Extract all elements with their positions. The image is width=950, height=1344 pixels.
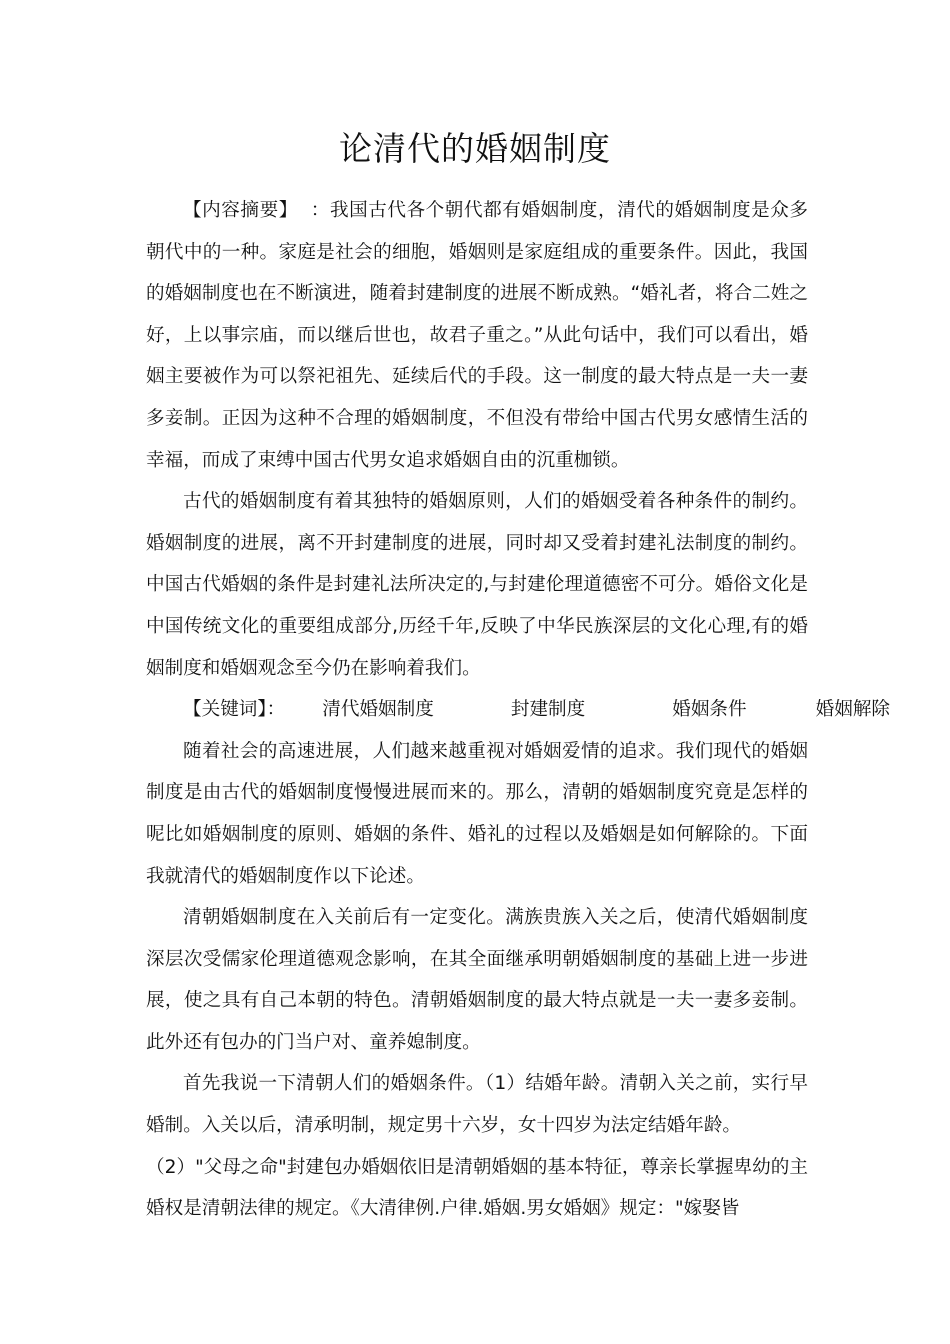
- abstract-paragraph-2: 古代的婚姻制度有着其独特的婚姻原则，人们的婚姻受着各种条件的制约。婚姻制度的进展，离不开封建制度的进展，同时却又受着封建礼法制度的制约。中国古代婚姻的条件是封建礼法所决定的,与封建伦理道德密不可分。婚俗文化是中国传统文化的重要组成部分,历经千年,反映了中华民族深层的文化心理,有的婚姻制度和婚姻观念至今仍在影响着我们。: [146, 491, 808, 679]
- abstract-paragraph: [146, 190, 808, 481]
- keyword-item: 清代婚姻制度: [322, 699, 434, 721]
- keyword-item: 婚姻解除: [815, 699, 891, 721]
- keywords-line: [146, 689, 891, 731]
- qing-paragraph: 清朝婚姻制度在入关前后有一定变化。满族贵族入关之后，使清代婚姻制度深层次受儒家伦理道德观念影响，在其全面继承明朝婚姻制度的基础上进一步进展，使之具有自己本朝的特色。清朝婚姻制度的最大特点就是一夫一妻多妾制。此外还有包办的门当户对、童养媳制度。: [146, 907, 808, 1053]
- keyword-item: 封建制度: [510, 699, 586, 721]
- abstract-text: ：我国古代各个朝代都有婚姻制度，清代的婚姻制度是众多朝代中的一种。家庭是社会的细胞，婚姻则是家庭组成的重要条件。因此，我国的婚姻制度也在不断演进，随着封建制度的进展不断成熟。“婚礼者，将合二姓之好，上以事宗庙，而以继后世也，故君子重之。”从此句话中，我们可以看出，婚姻主要被作为可以祭祀祖先、延续后代的手段。这一制度的最大特点是一夫一妻多妾制。正因为这种不合理的婚姻制度，不但没有带给中国古代男女感情生活的幸福，而成了束缚中国古代男女追求婚姻自由的沉重枷锁。: [146, 200, 808, 471]
- document-body: [146, 190, 891, 1230]
- parents-paragraph: （2）"父母之命"封建包办婚姻依旧是清朝婚姻的基本特征，尊亲长掌握卑幼的主婚权是清朝法律的规定。《大清律例.户律.婚姻.男女婚姻》规定："嫁娶皆: [146, 1156, 808, 1220]
- keyword-item: 婚姻条件: [672, 699, 747, 721]
- keywords-label: 【关键词】：: [183, 699, 286, 721]
- conditions-paragraph: 首先我说一下清朝人们的婚姻条件。（1）结婚年龄。清朝入关之前，实行早婚制。入关以后，清承明制，规定男十六岁，女十四岁为法定结婚年龄。: [146, 1073, 808, 1137]
- abstract-label: 【内容摘要】: [183, 200, 298, 221]
- intro-paragraph: 随着社会的高速进展，人们越来越重视对婚姻爱情的追求。我们现代的婚姻制度是由古代的婚姻制度慢慢进展而来的。那么，清朝的婚姻制度究竟是怎样的呢比如婚姻制度的原则、婚姻的条件、婚礼的过程以及婚姻是如何解除的。下面我就清代的婚姻制度作以下论述。: [146, 740, 808, 887]
- document-title: 论清代的婚姻制度: [339, 129, 611, 168]
